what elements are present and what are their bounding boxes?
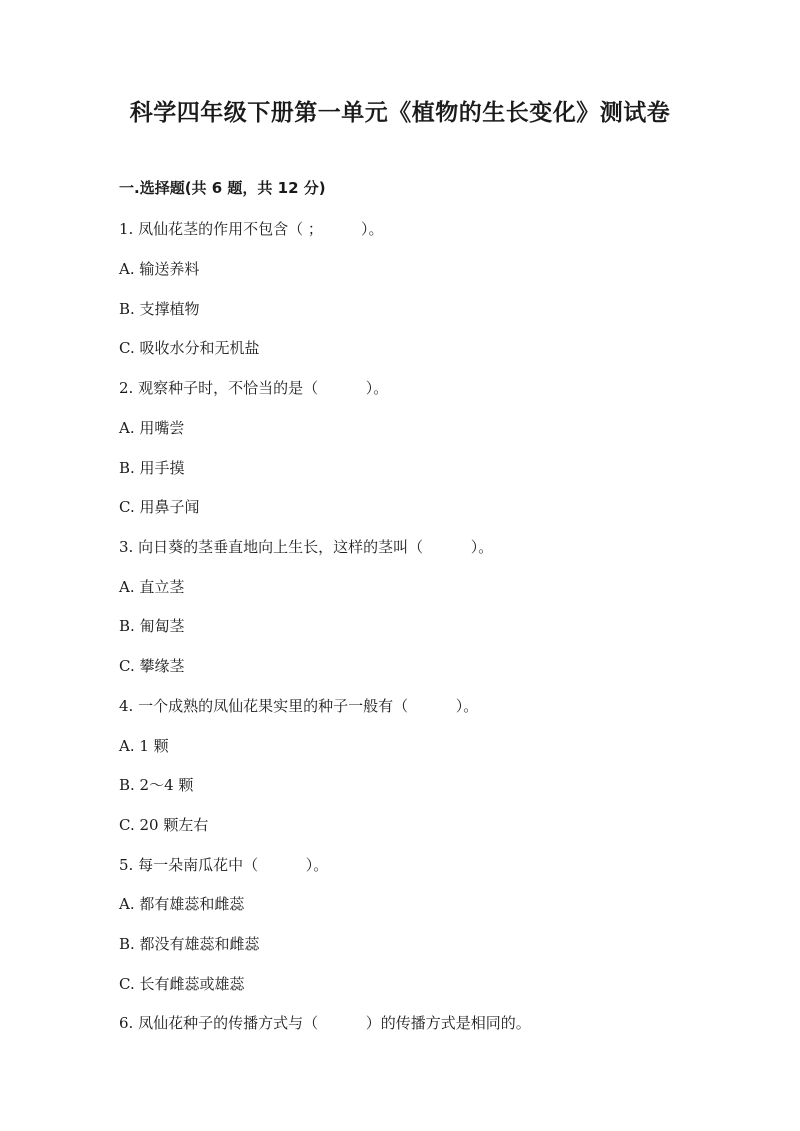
question-2-option-a: A. 用嘴尝	[119, 419, 185, 437]
question-3-stem: 3. 向日葵的茎垂直地向上生长，这样的茎叫（ ）。	[119, 538, 494, 556]
question-5-option-a: A. 都有雄蕊和雌蕊	[119, 895, 245, 913]
question-1-option-a: A. 输送养料	[119, 260, 200, 278]
question-2-option-b: B. 用手摸	[119, 459, 185, 477]
question-2-stem: 2. 观察种子时，不恰当的是（ ）。	[119, 379, 389, 397]
question-3-option-c: C. 攀缘茎	[119, 657, 185, 675]
question-1-option-c: C. 吸收水分和无机盐	[119, 339, 260, 357]
question-5-option-c: C. 长有雌蕊或雄蕊	[119, 975, 245, 993]
page-title: 科学四年级下册第一单元《植物的生长变化》测试卷	[129, 100, 671, 126]
question-3-option-b: B. 匍匐茎	[119, 617, 185, 635]
question-5-option-b: B. 都没有雄蕊和雌蕊	[119, 935, 260, 953]
question-3-option-a: A. 直立茎	[119, 578, 185, 596]
question-4-stem: 4. 一个成熟的凤仙花果实里的种子一般有（ ）。	[119, 697, 479, 715]
question-1-stem: 1. 凤仙花茎的作用不包含（ ； ）。	[119, 220, 384, 238]
question-4-option-b: B. 2～4 颗	[119, 776, 194, 794]
question-1-option-b: B. 支撑植物	[119, 300, 200, 318]
question-4-option-c: C. 20 颗左右	[119, 816, 209, 834]
question-2-option-c: C. 用鼻子闻	[119, 498, 200, 516]
section-heading: 一.选择题(共 6 题，共 12 分)	[119, 179, 326, 197]
question-4-option-a: A. 1 颗	[119, 737, 169, 755]
question-5-stem: 5. 每一朵南瓜花中（ ）。	[119, 856, 329, 874]
question-6-stem: 6. 凤仙花种子的传播方式与（ ）的传播方式是相同的。	[119, 1014, 531, 1032]
